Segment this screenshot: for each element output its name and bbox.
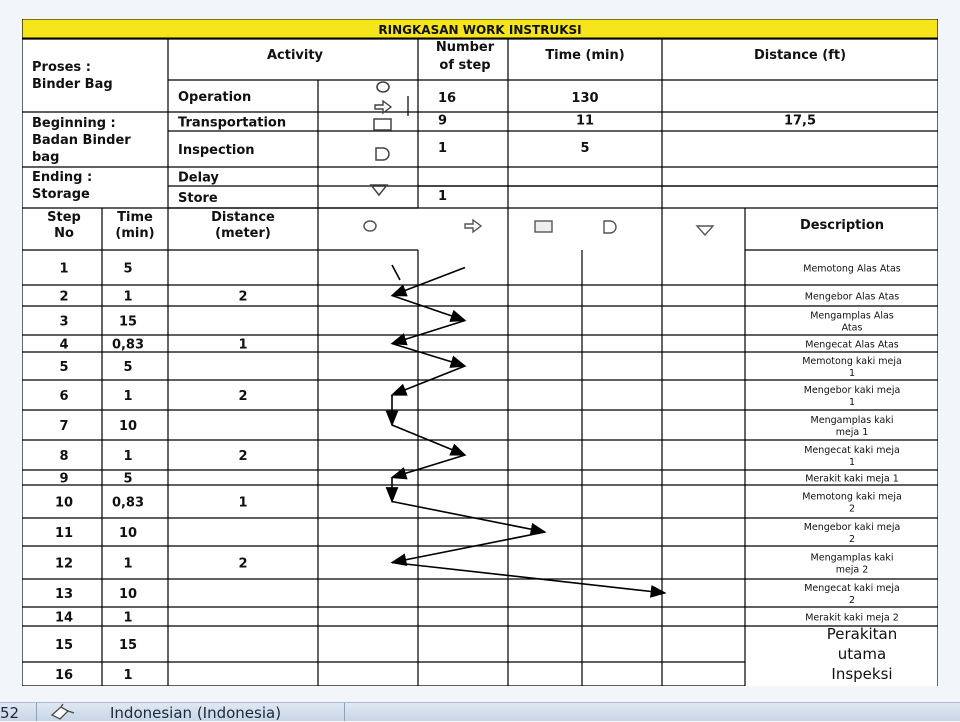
header-number-of-step: of step — [439, 58, 491, 73]
summary-activity: Transportation — [178, 115, 287, 131]
taskbar-separator — [344, 703, 345, 721]
taskbar — [0, 702, 960, 721]
operation-circle-icon — [377, 82, 389, 92]
step-number: 12 — [54, 556, 74, 572]
summary-steps: 9 — [438, 113, 448, 129]
step-number: 1 — [59, 261, 69, 277]
summary-steps: 1 — [438, 141, 448, 156]
step-time: 1 — [123, 389, 133, 404]
step-number: 8 — [59, 449, 69, 464]
summary-activity: Delay — [178, 170, 219, 186]
step-description: Memotong Alas Atas — [803, 263, 901, 275]
beginning-label: Beginning : — [32, 116, 116, 131]
step-number: 6 — [59, 389, 69, 404]
keyboard-settings-icon[interactable] — [48, 703, 78, 721]
summary-distance: 17,5 — [783, 113, 817, 129]
distance-header: Distance — [211, 210, 275, 225]
beginning-value: bag — [32, 150, 60, 165]
flow-arrow — [392, 321, 465, 344]
inspection-d-icon — [604, 221, 616, 233]
process-value: Binder Bag — [32, 77, 113, 92]
step-number: 10 — [54, 495, 74, 511]
step-time: 10 — [118, 526, 138, 541]
sheet-title: RINGKASAN WORK INSTRUKSI — [378, 23, 582, 37]
step-description: meja 1 — [835, 427, 869, 438]
step-description: 2 — [848, 534, 856, 545]
process-chart — [22, 19, 938, 686]
step-distance: 2 — [238, 389, 248, 404]
step-distance: 1 — [238, 495, 248, 511]
step-number: 14 — [54, 610, 74, 626]
step-number: 15 — [54, 638, 74, 653]
header-time: Time (min) — [545, 48, 625, 63]
step-description: Mengecat kaki meja — [804, 583, 900, 594]
summary-activity: Inspection — [178, 143, 255, 158]
step-description: Inspeksi — [831, 665, 893, 683]
step-time: 1 — [123, 556, 133, 572]
time-header: (min) — [115, 226, 155, 241]
step-description: Perakitan — [826, 625, 898, 643]
step-description: Mengamplas kaki — [810, 552, 894, 564]
step-description: Mengecat kaki meja — [804, 445, 900, 456]
step-number: 3 — [59, 314, 69, 330]
step-number: 5 — [59, 360, 69, 375]
step-description: Memotong kaki meja — [802, 356, 902, 367]
flow-arrow — [392, 344, 465, 367]
summary-activity: Store — [178, 191, 218, 206]
flow-arrow — [392, 502, 545, 533]
step-number: 7 — [59, 419, 69, 434]
step-description: 1 — [848, 397, 856, 408]
summary-steps: 16 — [438, 91, 457, 106]
flow-arrow — [392, 563, 665, 594]
summary-time: 11 — [575, 113, 595, 129]
step-description: 1 — [848, 368, 856, 379]
step-description: 1 — [848, 457, 856, 468]
summary-time: 130 — [571, 91, 599, 106]
step-time: 1 — [123, 610, 133, 626]
step-description: Memotong kaki meja — [802, 491, 902, 503]
language-indicator[interactable]: Indonesian (Indonesia) — [110, 704, 282, 722]
step-distance: 1 — [238, 337, 248, 353]
operation-circle-icon — [364, 221, 376, 231]
step-number: 16 — [54, 668, 74, 683]
step-time: 15 — [118, 638, 138, 653]
taskbar-number: 52 — [0, 704, 20, 722]
beginning-value: Badan Binder — [32, 133, 131, 148]
store-triangle-icon — [697, 226, 713, 235]
step-time: 5 — [123, 261, 133, 277]
flow-arrow — [392, 455, 465, 478]
step-number: 11 — [54, 526, 74, 541]
step-time: 1 — [123, 449, 133, 464]
header-number-of-step: Number — [435, 40, 495, 55]
header-distance: Distance (ft) — [753, 48, 847, 63]
flow-arrow — [392, 532, 545, 563]
process-label: Proses : — [32, 60, 91, 75]
step-time: 0,83 — [111, 495, 145, 511]
ending-label: Ending : — [32, 170, 93, 185]
transport-arrow-icon — [465, 220, 481, 232]
step-number: 4 — [59, 337, 69, 353]
work-instruction-sheet — [22, 19, 938, 686]
summary-steps: 1 — [438, 189, 448, 204]
step-description: Mengebor Alas Atas — [804, 291, 900, 303]
time-header: Time — [117, 210, 153, 225]
flow-start-mark — [392, 265, 400, 280]
step-distance: 2 — [238, 556, 248, 572]
inspection-d-icon — [376, 148, 389, 160]
step-description: utama — [837, 645, 887, 663]
step-number: 13 — [54, 587, 74, 602]
step-description: 2 — [848, 595, 856, 606]
flow-arrow — [392, 296, 465, 321]
step-header: No — [54, 226, 74, 241]
step-description: Mengamplas Alas — [810, 310, 894, 322]
step-time: 1 — [123, 668, 133, 683]
description-header: Description — [799, 218, 885, 233]
step-description: 2 — [848, 503, 856, 515]
taskbar-separator — [36, 703, 37, 721]
step-time: 5 — [123, 360, 133, 375]
distance-header: (meter) — [215, 226, 271, 241]
summary-activity: Operation — [178, 90, 252, 105]
step-description: Atas — [841, 322, 863, 334]
step-number: 2 — [59, 289, 69, 305]
step-time: 10 — [118, 419, 138, 434]
step-time: 5 — [123, 471, 133, 487]
step-header: Step — [47, 210, 81, 225]
flow-arrow — [392, 268, 465, 296]
step-time: 15 — [118, 314, 138, 330]
step-time: 1 — [123, 289, 133, 305]
step-description: Mengebor kaki meja — [803, 385, 901, 396]
transport-arrow-icon — [375, 101, 391, 113]
header-activity: Activity — [266, 48, 324, 63]
step-time: 0,83 — [111, 337, 145, 353]
step-number: 9 — [59, 471, 69, 487]
storage-box-icon — [374, 119, 391, 130]
step-description: Mengebor kaki meja — [803, 522, 901, 533]
step-description: Merakit kaki meja 2 — [805, 612, 899, 624]
ending-value: Storage — [32, 187, 90, 202]
step-description: Merakit kaki meja 1 — [805, 473, 899, 485]
step-time: 10 — [118, 587, 138, 602]
step-description: meja 2 — [835, 564, 869, 576]
step-description: Mengecat Alas Atas — [805, 339, 899, 351]
summary-time: 5 — [580, 141, 590, 156]
step-description: Mengamplas kaki — [810, 415, 894, 426]
step-distance: 2 — [238, 289, 248, 305]
step-distance: 2 — [238, 449, 248, 464]
storage-box-icon — [535, 221, 552, 232]
